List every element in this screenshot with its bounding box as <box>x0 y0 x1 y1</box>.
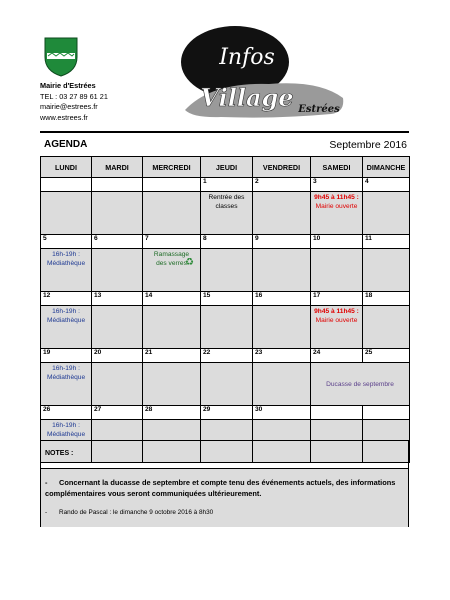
day-number: 15 <box>201 292 253 306</box>
day-number: 29 <box>201 406 253 420</box>
weekday-header: DIMANCHE <box>363 157 410 178</box>
event-cell <box>253 306 311 349</box>
weekday-header: VENDREDI <box>253 157 311 178</box>
contact-info <box>40 81 108 123</box>
event-cell <box>92 249 143 292</box>
week-3-event-row <box>41 306 410 349</box>
event-cell <box>143 249 201 292</box>
day-number: 12 <box>41 292 92 306</box>
event-mediatheque: 16h-19h : Médiathèque <box>47 251 86 267</box>
week-1-number-row <box>41 178 410 192</box>
event-mairie-ouverte: Mairie ouverte <box>315 316 358 324</box>
day-number: 11 <box>363 235 410 249</box>
event-cell <box>311 192 363 235</box>
note-text: Concernant la ducasse de septembre et compte tenu des événements actuels, des informations complémentaires vous seront communiquées ultérieurement. <box>45 478 396 498</box>
week-3-number-row <box>41 292 410 306</box>
day-number: 5 <box>41 235 92 249</box>
day-number: 18 <box>363 292 410 306</box>
day-number: 19 <box>41 349 92 363</box>
day-number: 8 <box>201 235 253 249</box>
email-address: mairie@estrees.fr <box>40 102 98 112</box>
event-cell <box>201 249 253 292</box>
event-mairie-ouverte: Mairie ouverte <box>315 202 358 210</box>
week-4-event-row <box>41 363 410 406</box>
event-cell <box>201 363 253 406</box>
day-number: 14 <box>143 292 201 306</box>
day-number: 16 <box>253 292 311 306</box>
notes-section <box>40 440 409 527</box>
note-text: Rando de Pascal : le dimanche 9 octobre 2016 à 8h30 <box>59 509 214 516</box>
weekday-header: MERCREDI <box>143 157 201 178</box>
event-mediatheque: 16h-19h : Médiathèque <box>47 365 86 381</box>
agenda-title: AGENDA <box>44 139 88 150</box>
event-cell <box>201 192 253 235</box>
bullet-dash: - <box>45 478 48 487</box>
event-cell <box>143 192 201 235</box>
day-number: 13 <box>92 292 143 306</box>
event-cell <box>143 306 201 349</box>
day-number <box>363 406 410 420</box>
bullet-dash: - <box>45 509 48 516</box>
day-number: 17 <box>311 292 363 306</box>
website-url: www.estrees.fr <box>40 112 88 122</box>
event-cell <box>363 249 410 292</box>
event-cell <box>41 363 92 406</box>
event-mediatheque: 16h-19h : Médiathèque <box>47 308 86 324</box>
day-number <box>143 178 201 192</box>
day-number <box>92 178 143 192</box>
event-ramassage-verres: Ramassage des verres <box>153 251 190 267</box>
day-number: 6 <box>92 235 143 249</box>
event-mediatheque: 16h-19h : Médiathèque <box>47 422 86 438</box>
day-number: 21 <box>143 349 201 363</box>
event-cell <box>253 192 311 235</box>
event-cell <box>311 249 363 292</box>
event-cell <box>143 363 201 406</box>
coat-of-arms-icon <box>44 37 78 77</box>
event-cell <box>363 192 410 235</box>
calendar-table <box>40 156 410 463</box>
day-number: 10 <box>311 235 363 249</box>
weekday-header-row <box>41 157 410 178</box>
event-cell <box>311 363 410 406</box>
day-number: 23 <box>253 349 311 363</box>
event-cell <box>92 306 143 349</box>
day-number: 7 <box>143 235 201 249</box>
recycle-icon: ♻ <box>185 257 194 269</box>
day-number: 4 <box>363 178 410 192</box>
agenda-month: Septembre 2016 <box>329 139 407 151</box>
event-cell <box>41 192 92 235</box>
day-number: 27 <box>92 406 143 420</box>
agenda-title-row <box>40 137 409 153</box>
header <box>0 0 450 132</box>
day-number: 28 <box>143 406 201 420</box>
week-5-number-row <box>41 406 410 420</box>
notes-body <box>41 468 408 527</box>
day-number: 2 <box>253 178 311 192</box>
logo-infos-text: Infos <box>219 45 275 70</box>
header-divider <box>40 131 409 133</box>
event-cell <box>253 249 311 292</box>
phone-number: TEL : 03 27 89 61 21 <box>40 91 108 101</box>
event-cell <box>92 192 143 235</box>
event-rentree: Rentrée des classes <box>208 194 245 210</box>
day-number: 9 <box>253 235 311 249</box>
event-cell <box>92 363 143 406</box>
week-1-event-row <box>41 192 410 235</box>
weekday-header: MARDI <box>92 157 143 178</box>
infos-village-logo <box>181 26 346 121</box>
day-number <box>311 406 363 420</box>
event-ducasse: Ducasse de septembre <box>326 380 394 388</box>
day-number: 26 <box>41 406 92 420</box>
event-cell <box>363 306 410 349</box>
day-number: 25 <box>363 349 410 363</box>
note-item <box>45 477 400 499</box>
weekday-header: LUNDI <box>41 157 92 178</box>
weekday-header: SAMEDI <box>311 157 363 178</box>
mairie-name: Mairie d'Estrées <box>40 81 96 90</box>
event-cell <box>41 249 92 292</box>
event-cell <box>41 306 92 349</box>
day-number: 22 <box>201 349 253 363</box>
event-cell <box>201 306 253 349</box>
day-number: 20 <box>92 349 143 363</box>
day-number <box>41 178 92 192</box>
event-cell <box>253 363 311 406</box>
day-number: 24 <box>311 349 363 363</box>
event-time: 9h45 à 11h45 : <box>314 194 359 201</box>
logo-estrees-text: Estrées <box>298 104 340 115</box>
day-number: 3 <box>311 178 363 192</box>
logo-village-text: Village <box>200 83 294 112</box>
notes-title: NOTES : <box>45 450 74 457</box>
event-cell <box>311 306 363 349</box>
week-4-number-row <box>41 349 410 363</box>
event-time: 9h45 à 11h45 : <box>314 308 359 315</box>
week-2-number-row <box>41 235 410 249</box>
day-number: 30 <box>253 406 311 420</box>
week-2-event-row <box>41 249 410 292</box>
note-item <box>45 508 400 517</box>
weekday-header: JEUDI <box>201 157 253 178</box>
day-number: 1 <box>201 178 253 192</box>
